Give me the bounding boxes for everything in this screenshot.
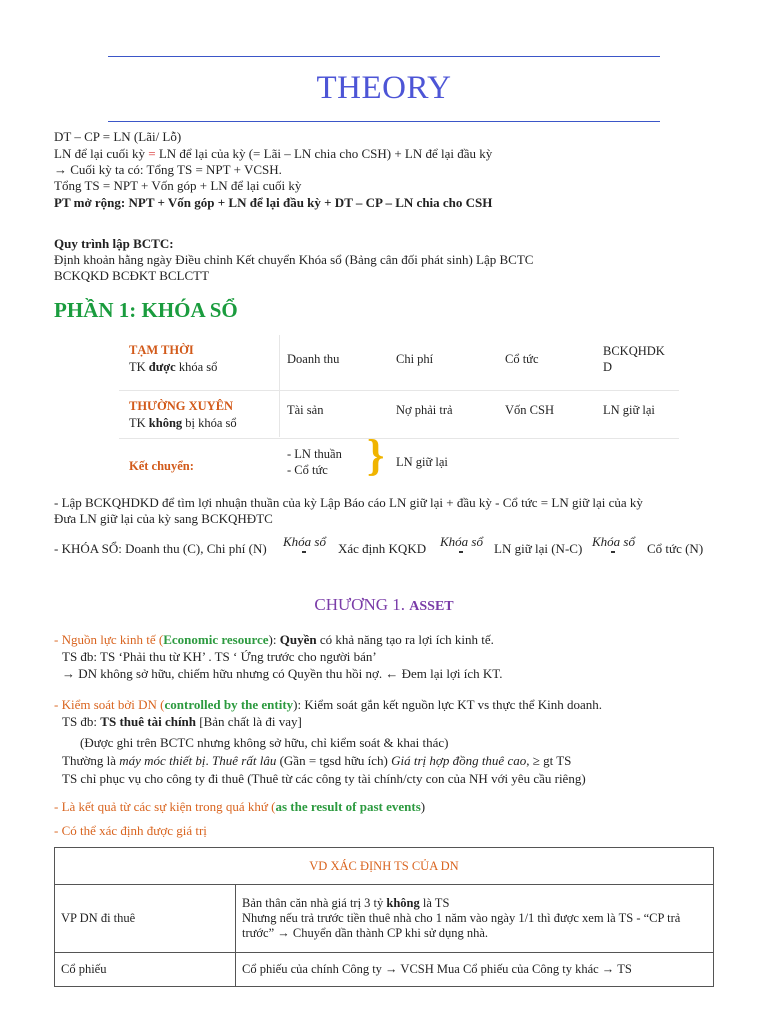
table-cell: Nợ phải trả xyxy=(396,403,453,417)
closing-note: - KHÓA SỔ: Doanh thu (C), Chi phí (N) xyxy=(54,541,267,556)
note-line: Đưa LN giữ lại của kỳ sang BCKQHĐTC xyxy=(54,511,273,526)
table-divider xyxy=(119,438,679,439)
formula-text: LN để lại cuối kỳ xyxy=(54,146,145,161)
page-title: THEORY xyxy=(316,70,452,106)
process-line: Định khoản hằng ngày Điều chỉnh Kết chuyển Khóa sổ (Bảng cân đối phát sinh) Lập BCTC xyxy=(54,252,534,267)
table-cell: Bản thân căn nhà giá trị 3 tỷ không là TS Nhưng nếu trả trước tiền thuê nhà cho 1 năm vào ngày 1/1 thì được xem là TS - “CP trả trước” → Chuyển dần thành CP khi sử dụng nhà. xyxy=(236,885,714,953)
chapter-heading: CHƯƠNG 1. ASSET xyxy=(314,595,454,614)
table-cell: BCKQHDK xyxy=(603,344,665,358)
asset-point: - Có thể xác định được giá trị xyxy=(54,823,207,838)
row-sublabel: TK được khóa sổ xyxy=(129,360,218,374)
closing-note: Cổ tức (N) xyxy=(647,541,704,556)
asset-detail: TS đb: TS thuê tài chính [Bản chất là đi vay] xyxy=(62,714,302,729)
table-cell: VP DN đi thuê xyxy=(55,885,236,953)
row-label-temporary: TẠM THỜI xyxy=(129,343,194,357)
asset-detail: → DN không sở hữu, chiếm hữu nhưng có Quyền thu hồi nợ. ← Đem lại lợi ích KT. xyxy=(62,666,503,681)
formula-line: → Cuối kỳ ta có: Tổng TS = NPT + VCSH. xyxy=(54,162,282,177)
asset-point: - Là kết quả từ các sự kiện trong quá khứ (as the result of past events) xyxy=(54,799,426,814)
top-rule xyxy=(108,56,660,57)
asset-detail: (Được ghi trên BCTC nhưng không sở hữu, chỉ kiểm soát & khai thác) xyxy=(80,735,449,750)
asset-point: - Kiểm soát bởi DN (controlled by the entity): Kiểm soát gắn kết nguồn lực KT vs thực thể Kinh doanh. xyxy=(54,697,603,712)
formula-text: LN để lại của kỳ (= Lãi – LN chia cho CSH) + LN để lại đầu kỳ xyxy=(155,146,493,161)
table-row xyxy=(55,953,714,987)
asset-detail: TS chỉ phục vụ cho công ty đi thuê (Thuê từ các công ty tài chính/cty con của NH với yêu cầu riêng) xyxy=(62,771,586,786)
process-line: BCKQKD BCĐKT BCLCTT xyxy=(54,268,210,283)
equals-sign: = xyxy=(148,146,156,161)
formula-line xyxy=(54,146,492,162)
table-cell: Doanh thu xyxy=(287,352,340,366)
asset-point: - Nguồn lực kinh tế (Economic resource): Quyền có khả năng tạo ra lợi ích kinh tế. xyxy=(54,632,494,647)
arrow-label: Khóa sổ xyxy=(440,534,483,553)
example-table xyxy=(54,847,714,987)
table-cell: Cổ phiếu xyxy=(55,953,236,987)
asset-detail: TS đb: TS ‘Phải thu từ KH’ . TS ‘ Ứng trước cho người bán’ xyxy=(62,649,377,664)
table-row xyxy=(55,885,714,953)
formula-line-bold: PT mở rộng: NPT + Vốn góp + LN để lại đầu kỳ + DT – CP – LN chia cho CSH xyxy=(54,195,493,210)
part1-heading: PHẦN 1: KHÓA SỔ xyxy=(54,298,238,322)
table-cell: - LN thuần xyxy=(287,447,342,461)
closing-note: Xác định KQKD xyxy=(338,541,427,556)
table-cell: - Cổ tức xyxy=(287,463,328,477)
brace-icon: } xyxy=(367,431,385,480)
asset-detail: Thường là máy móc thiết bị. Thuê rất lâu (Gần = tgsd hữu ích) Giá trị hợp đồng thuê cao, ≥ gt TS xyxy=(62,753,572,768)
arrow-label: Khóa sổ xyxy=(283,534,326,553)
title-underline xyxy=(108,121,660,122)
row-label-permanent: THƯỜNG XUYÊN xyxy=(129,399,234,413)
formula-line: Tổng TS = NPT + Vốn góp + LN để lại cuối kỳ xyxy=(54,178,302,193)
closing-note: LN giữ lại (N-C) xyxy=(494,541,583,556)
table-row xyxy=(55,848,714,885)
table-cell: LN giữ lại xyxy=(603,403,655,417)
row-label-closing: Kết chuyển: xyxy=(129,459,194,473)
row-sublabel: TK không bị khóa sổ xyxy=(129,416,237,430)
arrow-label: Khóa sổ xyxy=(592,534,635,553)
table-cell: LN giữ lại xyxy=(396,455,448,469)
table-cell: Vốn CSH xyxy=(505,403,554,417)
table-cell: Cổ phiếu của chính Công ty → VCSH Mua Cổ phiếu của Công ty khác → TS xyxy=(236,953,714,987)
table-cell: Tài sản xyxy=(287,403,324,417)
table-divider xyxy=(279,335,280,437)
table-cell: D xyxy=(603,360,613,374)
note-line: - Lập BCKQHDKD để tìm lợi nhuận thuần của kỳ Lập Báo cáo LN giữ lại + đầu kỳ - Cổ tức = LN giữ lại của kỳ xyxy=(54,495,643,510)
example-table-header: VD XÁC ĐỊNH TS CỦA DN xyxy=(55,848,714,885)
table-divider xyxy=(119,390,679,391)
table-cell: Chi phí xyxy=(396,352,434,366)
formula-line: DT – CP = LN (Lãi/ Lỗ) xyxy=(54,129,182,144)
process-heading: Quy trình lập BCTC: xyxy=(54,236,174,251)
table-cell: Cổ tức xyxy=(505,352,539,366)
